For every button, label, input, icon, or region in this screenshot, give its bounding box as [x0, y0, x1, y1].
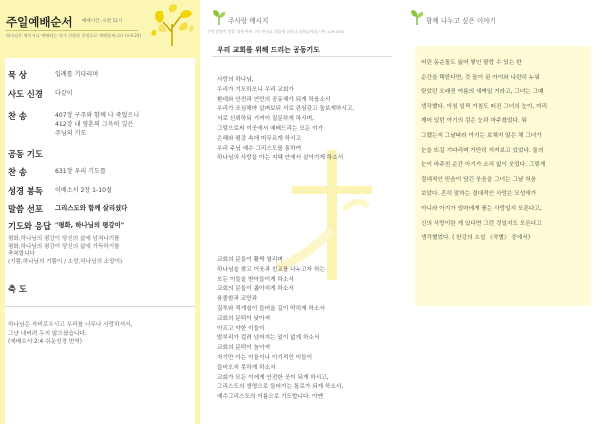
- order-value: [55, 70, 98, 79]
- order-value-line: 다같이: [55, 90, 73, 97]
- prayer-line: 모든 이들을 받아들이게 하소서: [217, 276, 294, 283]
- worship-order-list: [5, 58, 195, 424]
- prayer-line: 용졸함과 교만과: [217, 296, 258, 303]
- prayer-line: 아프고 약한 이들이: [217, 325, 265, 332]
- lyric-line: 평화,하나님의 평강이 당신의 삶에 가득하기를: [8, 243, 120, 250]
- order-label: 묵 상: [8, 70, 27, 80]
- order-label: 말씀 선포: [8, 204, 43, 214]
- story-line: 탓았던 오래전 여름의 새벽일 거라고, 그녀는 그때: [421, 89, 544, 96]
- prayer-divider: [212, 56, 392, 57]
- order-label: 사도 신경: [8, 89, 43, 99]
- story-text: [421, 56, 547, 246]
- prayer-line: 교회의 문들이 좁아지게 하소서: [217, 286, 294, 293]
- order-value-line: 412장 내 영혼의 그윽히 깊은: [55, 121, 134, 128]
- response-song: [55, 221, 124, 230]
- prayer-line: 예수그리스도의 이름으로 기도합니다. 아멘: [217, 394, 324, 401]
- order-label: 찬 송: [8, 111, 27, 121]
- sprout-icon: [410, 9, 424, 25]
- footer-line: (에베소서 2:4 쉬운성경 번역): [8, 339, 82, 346]
- lyric-line: 평화,하나님의 평강이 당신의 삶에 넘쳐나기를: [8, 236, 120, 242]
- prayer-line: 우리가 기도하오니 우리 교회가: [217, 86, 294, 93]
- order-value-line: 주님의 기도: [55, 130, 87, 137]
- story-line: 생각했다. 아침 일찍 거침도 떠진 그녀의 눈이, 미리: [421, 103, 548, 110]
- prayer-line: 교회가 모든 이에게 안전한 곳이 되게 하시고,: [217, 374, 329, 381]
- order-value: [55, 89, 73, 98]
- prayer-line: 그렇으로써 이곳에서 예배드리는 모든 이가: [217, 125, 324, 132]
- prayer-line: 교회의 문들이 활짝 열리며: [217, 257, 283, 263]
- mission-verse: 하나님은 영이시니 예배하는 자가 신령과 진정으로 예배할찌니라 (요4:24): [6, 33, 142, 38]
- prayer-line: 사랑의 하나님,: [217, 77, 254, 83]
- message-header: 주사랑 메시지: [228, 17, 269, 25]
- order-label: 기도와 응답: [8, 221, 51, 231]
- lyric-line: (기쁨,하나님의 기쁨이 / 소망,하나님의 소망이): [8, 258, 123, 265]
- story-panel: [400, 0, 600, 424]
- lyric-line: 축복합니다: [8, 251, 36, 258]
- tree-icon: [146, 2, 198, 46]
- story-line: 그랬는지 그날따라 아기는 보채지 않은 채 그녀가: [421, 132, 542, 139]
- order-divider: [5, 306, 195, 307]
- prayer-line: 교회의 문턱이 높아져: [217, 345, 271, 352]
- story-line: 어린 동순돌도 잃어 쌓인 팔랑 수 있는 한: [421, 60, 522, 66]
- order-value-line: 입례를 기다리며: [55, 71, 99, 78]
- prayer-line: 은혜와 평강 속에 머무르게 하시고: [217, 135, 302, 142]
- story-line: 절대적인 믿음이 담긴 웃음을 그녀는 그날 처음: [421, 176, 537, 183]
- response-song-lyrics: [8, 236, 122, 266]
- story-line: 눈이 마주친 순간 아기가 소리 없이 웃었다. 그렇게: [421, 162, 546, 169]
- order-label: 공동 기도: [8, 149, 43, 159]
- prayer-line: 환대와 안전과 연민의 공동체가 되게 하옵소서: [217, 96, 331, 103]
- order-label: 찬 송: [8, 167, 27, 177]
- story-line: 생각했었다. ( 한강의 소설 《작별》 중에서): [421, 235, 531, 242]
- prayer-line: 하나님을 찾고 이웃과 친교를 나누고자 하는: [217, 266, 325, 273]
- prayer-line: 하나님의 사랑을 아는 지혜 안에서 살아가게 하소서: [217, 155, 344, 162]
- order-value-line: 이베소서 2장 1-10절: [55, 187, 112, 194]
- story-line: 보았다. 흔히 말하는 절대적인 사랑은 모성애가: [421, 191, 537, 198]
- order-value-line: 407장 구주와 함께 나 죽었으니: [55, 112, 140, 119]
- order-value-line: "평화, 하나님의 평강이": [55, 221, 125, 229]
- footer-verse: [8, 321, 132, 347]
- footer-line: 그냥 내버려 두지 않으셨습니다.: [8, 330, 87, 337]
- order-value: [55, 167, 106, 176]
- footer-line: 하나님은 자비로우시고 우리를 너무나 사랑하셔서,: [8, 322, 133, 328]
- title-divider: [5, 30, 138, 31]
- prayer-line: 질투와 적개심이 들어올 길이 막히게 하소서: [217, 305, 325, 312]
- order-value-line: 631장 우리 기도를: [55, 168, 106, 175]
- prayer-title: 우리 교회를 위해 드리는 공동기도: [217, 46, 320, 54]
- service-time: 예배시간: 오전 11시: [82, 19, 123, 24]
- bulletin-title: 주일예배순서: [6, 15, 73, 29]
- story-line: 깨어 있던 아기의 검은 눈과 마주쳤었다. 뭐: [421, 118, 528, 125]
- sermon-title: [55, 204, 127, 213]
- sprout-icon: [212, 9, 226, 25]
- order-value: [55, 111, 139, 138]
- prayer-line: 발부리가 걸려 넘어지는 일이 없게 하소서: [217, 335, 320, 342]
- order-value: [55, 186, 112, 195]
- story-header: 함께 나누고 싶은 이야기: [426, 17, 496, 25]
- story-box: [415, 46, 591, 306]
- order-label: 축 도: [8, 284, 27, 294]
- prayer-line: 그리스도의 생명으로 들어가는 통로가 되게 하소서,: [217, 384, 344, 391]
- message-panel: [200, 0, 400, 424]
- story-line: 순간을 택한다면, 갓 돌이 된 아이와 나란히 누워: [421, 74, 540, 81]
- story-line: 아니라 아기가 엄마에게 품는 사랑일지 모른다고,: [421, 205, 542, 212]
- prayer-stanza-2: [217, 256, 343, 403]
- prayer-line: 들어오지 못하게 하소서: [217, 364, 276, 371]
- prayer-line: 자기만 아는 이들이나 이기적인 이들이: [217, 354, 313, 361]
- worship-order-panel: [0, 0, 200, 424]
- story-line: 눈을 뜨길 기다리며 가만히 지켜보고 있었다. 둘의: [421, 147, 544, 154]
- order-label: 성경 봉독: [8, 186, 43, 196]
- prayer-line: 우리가 조심해야 살펴보되 서로 관심갖고 돌보게하시고,: [217, 106, 355, 113]
- story-line: 신의 사랑이란 게 있다면 그런 것일지도 모른다고: [421, 220, 542, 227]
- prayer-line: 교회의 문턱이 낮아져: [217, 315, 271, 322]
- order-value-line: 그리스도와 함께 살리셨다: [55, 204, 128, 212]
- prayer-line: 서로 신뢰하되 기꺼이 질문하게 하시며,: [217, 116, 314, 123]
- message-verse: 주의 말씀의 맛을 내게 어찌 그리 단지요 내입에 꿀보다 더하니이다(시편 119:103): [207, 29, 345, 34]
- prayer-line: 우리 주님 예수 그리스도를 통하여: [217, 145, 302, 152]
- prayer-stanza-1: [217, 76, 354, 164]
